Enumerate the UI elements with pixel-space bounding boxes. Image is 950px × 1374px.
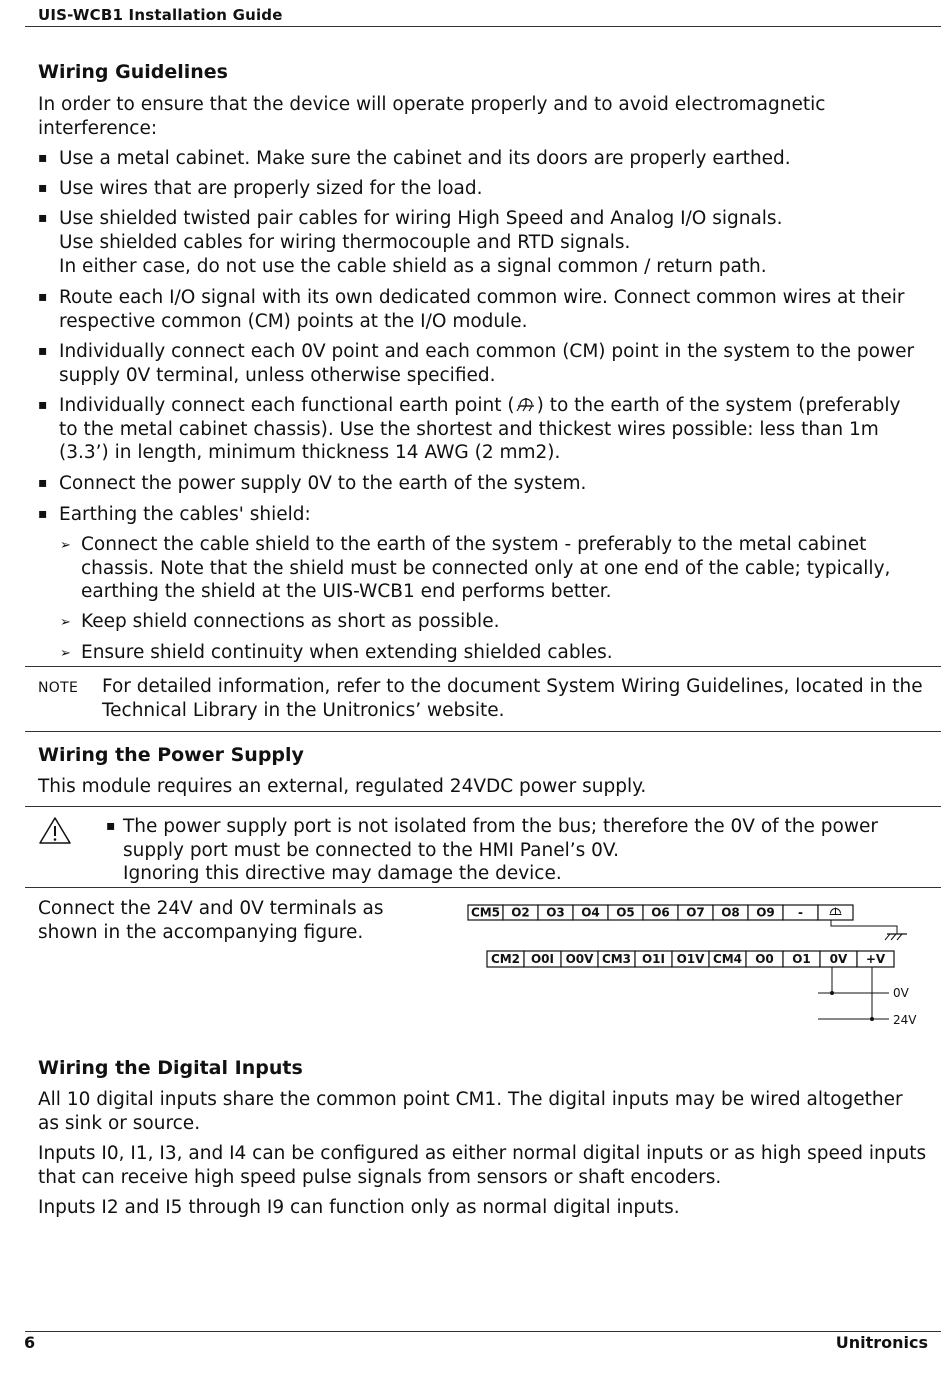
warning-triangle-icon xyxy=(38,816,72,846)
terminal-label: O0V xyxy=(565,952,594,966)
warning-top-rule xyxy=(25,806,941,807)
sub-list-item-text: Connect the cable shield to the earth of the system - preferably to the metal cabinet chassis. Note that the shield must be connected only at one end of the cable; typically, earthing the shield at the UIS-WCB1 end performs better. xyxy=(81,534,891,602)
terminal-label: O4 xyxy=(581,905,600,920)
figure-label-0v: 0V xyxy=(893,986,909,1000)
terminal-label: CM4 xyxy=(712,952,743,966)
terminal-wiring-figure xyxy=(465,900,925,1035)
terminal-label: O6 xyxy=(651,905,670,920)
list-item-text: Individually connect each 0V point and each common (CM) point in the system to the power supply 0V terminal, unless otherwise specified. xyxy=(59,341,915,386)
section-heading-wiring-guidelines: Wiring Guidelines xyxy=(38,61,228,83)
list-item-text: Use shielded cables for wiring thermocouple and RTD signals. xyxy=(59,232,631,253)
power-supply-intro: This module requires an external, regulated 24VDC power supply. xyxy=(38,776,647,797)
list-item-text: Use a metal cabinet. Make sure the cabinet and its doors are properly earthed. xyxy=(59,148,791,169)
header-rule xyxy=(25,26,941,27)
list-item-text: In either case, do not use the cable shield as a signal common / return path. xyxy=(59,256,767,277)
chevron-right-icon: ➢ xyxy=(60,538,71,553)
terminal-label: CM2 xyxy=(490,952,521,966)
terminal-row-bottom xyxy=(487,951,894,967)
list-item-text: Use wires that are properly sized for the load. xyxy=(59,178,483,199)
terminal-label: - xyxy=(798,905,803,920)
bullet-marker: ▪ xyxy=(38,475,48,491)
terminal-label: O8 xyxy=(721,905,740,920)
warning-line: Ignoring this directive may damage the device. xyxy=(123,863,562,884)
list-item-text: Earthing the cables' shield: xyxy=(59,504,311,525)
terminal-label: O7 xyxy=(686,905,705,920)
terminal-label: O2 xyxy=(511,905,530,920)
terminal-label: CM3 xyxy=(601,952,632,966)
chevron-right-icon: ➢ xyxy=(60,615,71,630)
figure-label-24v: 24V xyxy=(893,1013,917,1027)
power-connect-text: Connect the 24V and 0V terminals as shown in the accompanying figure. xyxy=(38,898,384,943)
bullet-marker: ▪ xyxy=(38,150,48,166)
bullet-marker: ▪ xyxy=(38,397,48,413)
warning-bottom-rule xyxy=(25,887,941,888)
bullet-marker: ▪ xyxy=(38,180,48,196)
bullet-marker: ▪ xyxy=(38,210,48,226)
list-item-text: Individually connect each functional earth point ( ) to the earth of the system (preferably to the metal cabinet chassis). Use the shortest and thickest wires possible: less than 1m (3.3’) in length, minimum thickness 14 AWG (2 mm2). xyxy=(59,395,901,463)
functional-earth-icon xyxy=(515,397,537,413)
terminal-label: CM5 xyxy=(470,905,501,920)
terminal-label: O1V xyxy=(676,952,705,966)
note-bottom-rule xyxy=(25,731,941,732)
note-text: For detailed information, refer to the document System Wiring Guidelines, located in the Technical Library in the Unitronics’ website. xyxy=(102,676,923,721)
section-heading-digital-inputs: Wiring the Digital Inputs xyxy=(38,1057,303,1079)
note-label: NOTE xyxy=(38,680,79,696)
digital-inputs-para: All 10 digital inputs share the common point CM1. The digital inputs may be wired altogether as sink or source. xyxy=(38,1089,903,1134)
chevron-right-icon: ➢ xyxy=(60,646,71,661)
note-top-rule xyxy=(25,666,941,667)
bullet-marker: ▪ xyxy=(38,506,48,522)
footer-rule xyxy=(25,1331,941,1332)
sub-list-item-text: Keep shield connections as short as possible. xyxy=(81,611,500,632)
bullet-marker: ▪ xyxy=(38,289,48,305)
terminal-label: O5 xyxy=(616,905,635,920)
bullet-marker: ▪ xyxy=(38,343,48,359)
list-item-text: Use shielded twisted pair cables for wiring High Speed and Analog I/O signals. xyxy=(59,208,783,229)
list-item-text: Route each I/O signal with its own dedicated common wire. Connect common wires at their respective common (CM) points at the I/O module. xyxy=(59,287,905,332)
terminal-label: O1I xyxy=(641,952,666,966)
digital-inputs-para: Inputs I2 and I5 through I9 can function only as normal digital inputs. xyxy=(38,1197,680,1218)
page-number: 6 xyxy=(24,1333,36,1352)
terminal-label: O1 xyxy=(792,952,811,966)
warning-line: The power supply port is not isolated from the bus; therefore the 0V of the power supply port must be connected to the HMI Panel’s 0V. xyxy=(123,816,878,861)
terminal-label: O3 xyxy=(546,905,565,920)
terminal-label: +V xyxy=(865,952,886,966)
document-header-title: UIS-WCB1 Installation Guide xyxy=(38,6,283,24)
sub-list-item-text: Ensure shield continuity when extending shielded cables. xyxy=(81,642,613,663)
terminal-label: O0I xyxy=(530,952,555,966)
terminal-row-top xyxy=(468,905,853,920)
bullet-marker: ▪ xyxy=(106,818,116,834)
terminal-label: O9 xyxy=(756,905,775,920)
digital-inputs-para: Inputs I0, I1, I3, and I4 can be configured as either normal digital inputs or as high speed inputs that can receive high speed pulse signals from sensors or shaft encoders. xyxy=(38,1143,927,1188)
wiring-intro: In order to ensure that the device will operate properly and to avoid electromagnetic interference: xyxy=(38,94,826,139)
terminal-label: 0V xyxy=(829,952,848,966)
terminal-label: O0 xyxy=(755,952,774,966)
section-heading-power-supply: Wiring the Power Supply xyxy=(38,744,304,766)
list-item-text: Connect the power supply 0V to the earth of the system. xyxy=(59,473,587,494)
footer-brand: Unitronics xyxy=(835,1333,928,1352)
